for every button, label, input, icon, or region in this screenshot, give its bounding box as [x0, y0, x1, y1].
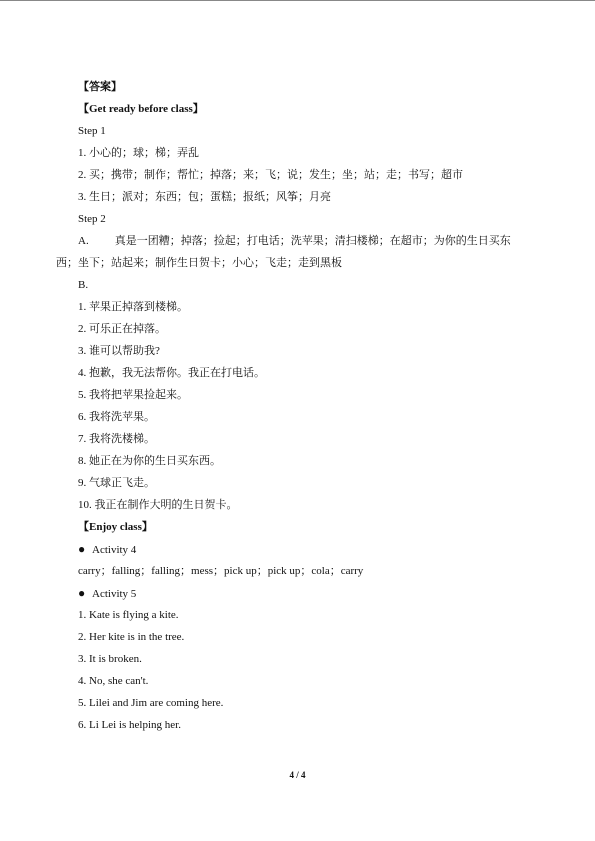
- step2-a-label: A.: [78, 235, 89, 247]
- step2-b-line: 9. 气球正飞走。: [78, 477, 155, 489]
- step2-label: Step 2: [78, 213, 106, 225]
- step2-a-continued: 西；坐下；站起来；制作生日贺卡；小心；飞走；走到黑板: [56, 257, 342, 269]
- step1-label: Step 1: [78, 125, 106, 137]
- section-get-ready: 【Get ready before class】: [78, 103, 204, 115]
- page-number: 4 / 4: [289, 770, 306, 780]
- activity4-title: Activity 4: [92, 544, 137, 556]
- step2-b-line: 1. 苹果正掉落到楼梯。: [78, 301, 188, 313]
- activity4-heading: [78, 542, 555, 557]
- activity5-line: 3. It is broken.: [78, 653, 142, 665]
- step1-line: 2. 买；携带；制作；帮忙；掉落；来；飞；说；发生；坐；站；走；书写；超市: [78, 169, 463, 181]
- top-rule: [0, 0, 595, 1]
- step2-b-line: 10. 我正在制作大明的生日贺卡。: [78, 499, 238, 511]
- activity5-title: Activity 5: [92, 588, 137, 600]
- activity5-line: 5. Lilei and Jim are coming here.: [78, 697, 224, 709]
- section-enjoy: 【Enjoy class】: [78, 521, 153, 533]
- step2-b-line: 3. 谁可以帮助我?: [78, 345, 160, 357]
- activity5-heading: [78, 586, 555, 601]
- step1-line: 1. 小心的；球；梯；弄乱: [78, 147, 199, 159]
- step2-b-line: 6. 我将洗苹果。: [78, 411, 155, 423]
- step2-b-line: 5. 我将把苹果捡起来。: [78, 389, 188, 401]
- step2-a: [78, 234, 555, 248]
- step1-line: 3. 生日；派对；东西；包；蛋糕；报纸；风筝；月亮: [78, 191, 331, 203]
- activity5-line: 4. No, she can't.: [78, 675, 149, 687]
- step2-b-line: 8. 她正在为你的生日买东西。: [78, 455, 221, 467]
- activity5-line: 2. Her kite is in the tree.: [78, 631, 185, 643]
- step2-a-text: 真是一团糟；掉落；捡起；打电话；洗苹果；清扫楼梯；在超市；为你的生日买东: [114, 235, 511, 247]
- bullet-icon: ●: [78, 586, 86, 600]
- answer-heading: 【答案】: [78, 81, 122, 93]
- step2-b-line: 7. 我将洗楼梯。: [78, 433, 155, 445]
- activity5-line: 1. Kate is flying a kite.: [78, 609, 179, 621]
- bullet-icon: ●: [78, 542, 86, 556]
- step2-b-label: B.: [78, 279, 89, 291]
- step2-b-line: 4. 抱歉，我无法帮你。我正在打电话。: [78, 367, 265, 379]
- activity4-answers: carry；falling；falling；mess；pick up；pick up；cola；carry: [78, 565, 364, 577]
- activity5-line: 6. Li Lei is helping her.: [78, 719, 181, 731]
- step2-b-line: 2. 可乐正在掉落。: [78, 323, 166, 335]
